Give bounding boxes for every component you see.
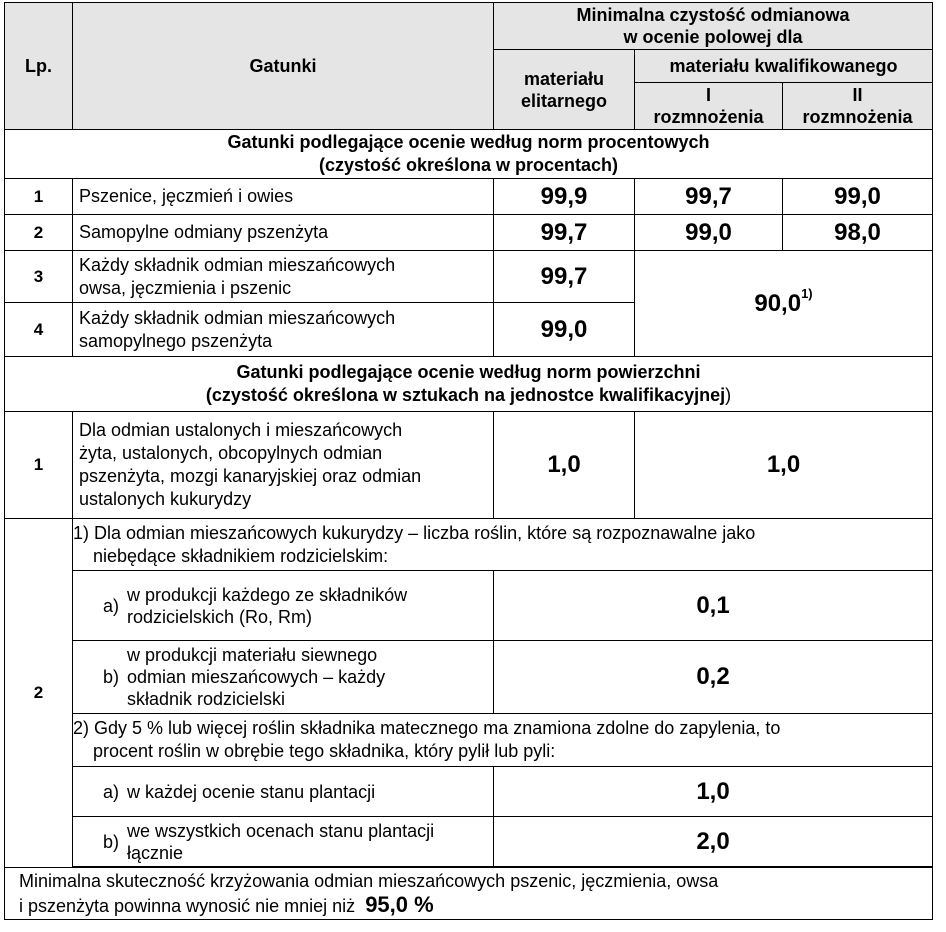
value-gen-2: 98,0 [783,215,933,251]
value-elite: 99,0 [494,303,635,357]
value-qualified: 1,0 [635,412,933,519]
table-row [5,179,933,215]
subitem-b-value: 0,2 [494,641,933,714]
subitem-letter: a) [103,595,120,616]
species-name: Pszenice, jęczmień i owies [73,179,494,215]
value-elite: 99,7 [494,215,635,251]
subitem-letter: a) [103,781,120,802]
subitem-d-value: 2,0 [494,817,933,867]
subitem-c-value: 1,0 [494,767,933,817]
species-name: Każdy składnik odmian mieszańcowych owsa, jęczmienia i pszenic [73,251,494,303]
subitem-letter: b) [103,831,120,852]
row-number: 2 [5,519,73,868]
table-row [5,215,933,251]
value-gen-1: 99,0 [635,215,783,251]
row-number: 1 [5,412,73,519]
section-area-norms: Gatunki podlegające ocenie według norm powierzchni (czystość określona w sztukach na jednostce kwalifikacyjnej) [5,357,933,412]
value-elite: 99,9 [494,179,635,215]
table-row [5,251,933,303]
subitem-a-value: 0,1 [494,571,933,641]
header-elite: materiału elitarnego [494,50,635,130]
species-name: Samopylne odmiany pszenżyta [73,215,494,251]
footer-value: 95,0 % [365,891,434,917]
row-number: 2 [5,215,73,251]
subitem-d: b) we wszystkich ocenach stanu plantacji łącznie [73,817,494,867]
footnote-marker: 1) [801,285,813,301]
species-name: Każdy składnik odmian mieszańcowych samopylnego pszenżyta [73,303,494,357]
table-row [5,641,933,714]
header-qualified: materiału kwalifikowanego [635,50,933,83]
subitem-letter: b) [103,667,120,687]
header-species: Gatunki [73,3,494,130]
table-row [5,817,933,867]
paragraph-mother-component: 2) Gdy 5 % lub więcej roślin składnika matecznego ma znamiona zdolne do zapylenia, to procent roślin w obrębie tego składnika, który pylił lub pyli: [73,714,933,767]
species-name: Dla odmian ustalonych i mieszańcowych żyta, ustalonych, obcopylnych odmian pszenżyta, mozgi kanaryjskiej oraz odmian ustalonych kukurydzy [73,412,494,519]
paragraph-hybrid-maize: 1) Dla odmian mieszańcowych kukurydzy – liczba roślin, które są rozpoznawalne jako niebędące składnikiem rodzicielskim: [73,519,933,571]
row-number: 4 [5,303,73,357]
header-gen-1: I rozmnożenia [635,83,783,130]
table-row [5,412,933,519]
header-min-purity: Minimalna czystość odmianowa w ocenie polowej dla [494,3,933,50]
subitem-b: b) w produkcji materiału siewnego odmian mieszańcowych – każdy składnik rodzicielski [73,641,494,714]
subitem-a: a) w produkcji każdego ze składników rodzicielskich (Ro, Rm) [73,571,494,641]
section-percent-norms: Gatunki podlegające ocenie według norm procentowych (czystość określona w procentach) [5,130,933,179]
table-row [5,571,933,641]
merged-value-qualified: 90,0$^{1)}$ [635,251,933,357]
value-gen-2: 99,0 [783,179,933,215]
value-elite: 99,7 [494,251,635,303]
seed-purity-table [4,2,933,920]
subitem-c: a) w każdej ocenie stanu plantacji [73,767,494,817]
footer-crossing-efficiency: Minimalna skuteczność krzyżowania odmian mieszańcowych pszenic, jęczmienia, owsa i pszenżyta powinna wynosić nie mniej niż 95,0 % [5,868,933,920]
header-lp: Lp. [5,3,73,130]
value-elite: 1,0 [494,412,635,519]
table-row [5,767,933,817]
value-gen-1: 99,7 [635,179,783,215]
row-number: 1 [5,179,73,215]
header-gen-2: II rozmnożenia [783,83,933,130]
row-number: 3 [5,251,73,303]
